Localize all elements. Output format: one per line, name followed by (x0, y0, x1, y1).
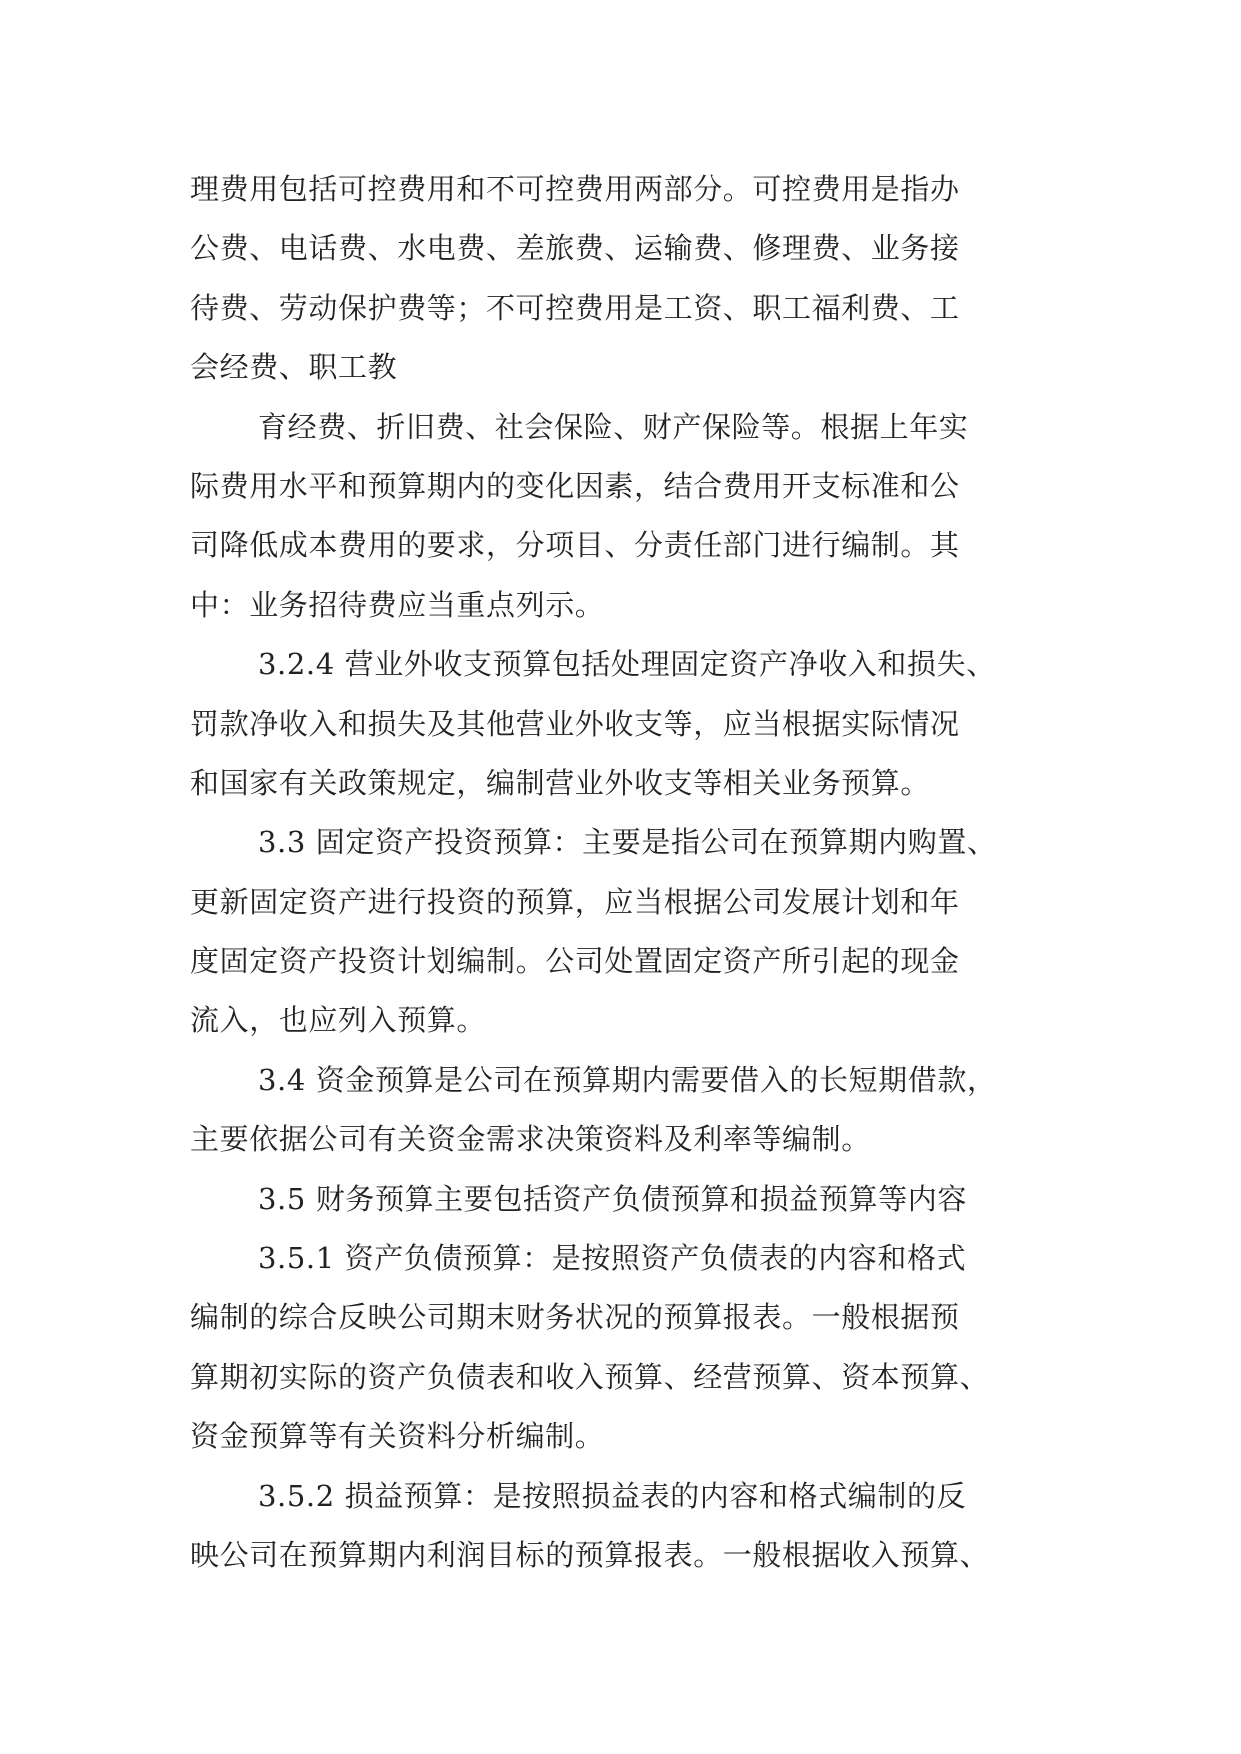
text-line: 编制的综合反映公司期末财务状况的预算报表。一般根据预 (190, 1300, 960, 1335)
text-line: 3.3 固定资产投资预算：主要是指公司在预算期内购置、 (258, 825, 997, 860)
body-text (190, 160, 1070, 1585)
text-line: 算期初实际的资产负债表和收入预算、经营预算、资本预算、 (190, 1359, 990, 1394)
text-line: 公费、电话费、水电费、差旅费、运输费、修理费、业务接 (190, 231, 960, 266)
text-line: 待费、劳动保护费等；不可控费用是工资、职工福利费、工 (190, 290, 960, 325)
text-line: 3.2.4 营业外收支预算包括处理固定资产净收入和损失、 (258, 647, 996, 682)
text-line: 映公司在预算期内利润目标的预算报表。一般根据收入预算、 (190, 1537, 990, 1572)
paragraph-3-3 (190, 813, 1070, 1051)
text-line: 3.5.1 资产负债预算：是按照资产负债表的内容和格式 (258, 1241, 967, 1276)
paragraph-3-5-1 (190, 1229, 1070, 1467)
paragraph-expense-types (190, 160, 1070, 398)
paragraph-3-4 (190, 1051, 1070, 1170)
paragraph-3-5 (190, 1170, 1070, 1229)
text-line: 会经费、职工教 (190, 350, 398, 385)
text-line: 3.5.2 损益预算：是按照损益表的内容和格式编制的反 (258, 1478, 967, 1513)
paragraph-3-5-2 (190, 1467, 1070, 1586)
text-line: 3.5 财务预算主要包括资产负债预算和损益预算等内容 (258, 1181, 967, 1216)
text-line: 中：业务招待费应当重点列示。 (190, 587, 605, 622)
text-line: 流入，也应列入预算。 (190, 1003, 487, 1038)
text-line: 理费用包括可控费用和不可控费用两部分。可控费用是指办 (190, 172, 960, 206)
paragraph-expense-basis (190, 398, 1070, 636)
text-line: 际费用水平和预算期内的变化因素，结合费用开支标准和公 (190, 468, 960, 503)
text-line: 更新固定资产进行投资的预算，应当根据公司发展计划和年 (190, 884, 960, 919)
text-line: 司降低成本费用的要求，分项目、分责任部门进行编制。其 (190, 528, 960, 563)
text-line: 3.4 资金预算是公司在预算期内需要借入的长短期借款， (258, 1062, 997, 1097)
text-line: 育经费、折旧费、社会保险、财产保险等。根据上年实 (258, 409, 969, 444)
text-line: 主要依据公司有关资金需求决策资料及利率等编制。 (190, 1122, 871, 1157)
text-line: 度固定资产投资计划编制。公司处置固定资产所引起的现金 (190, 944, 960, 979)
text-line: 罚款净收入和损失及其他营业外收支等，应当根据实际情况 (190, 706, 960, 741)
text-line: 和国家有关政策规定，编制营业外收支等相关业务预算。 (190, 765, 931, 800)
paragraph-3-2-4 (190, 635, 1070, 813)
text-line: 资金预算等有关资料分析编制。 (190, 1419, 605, 1454)
